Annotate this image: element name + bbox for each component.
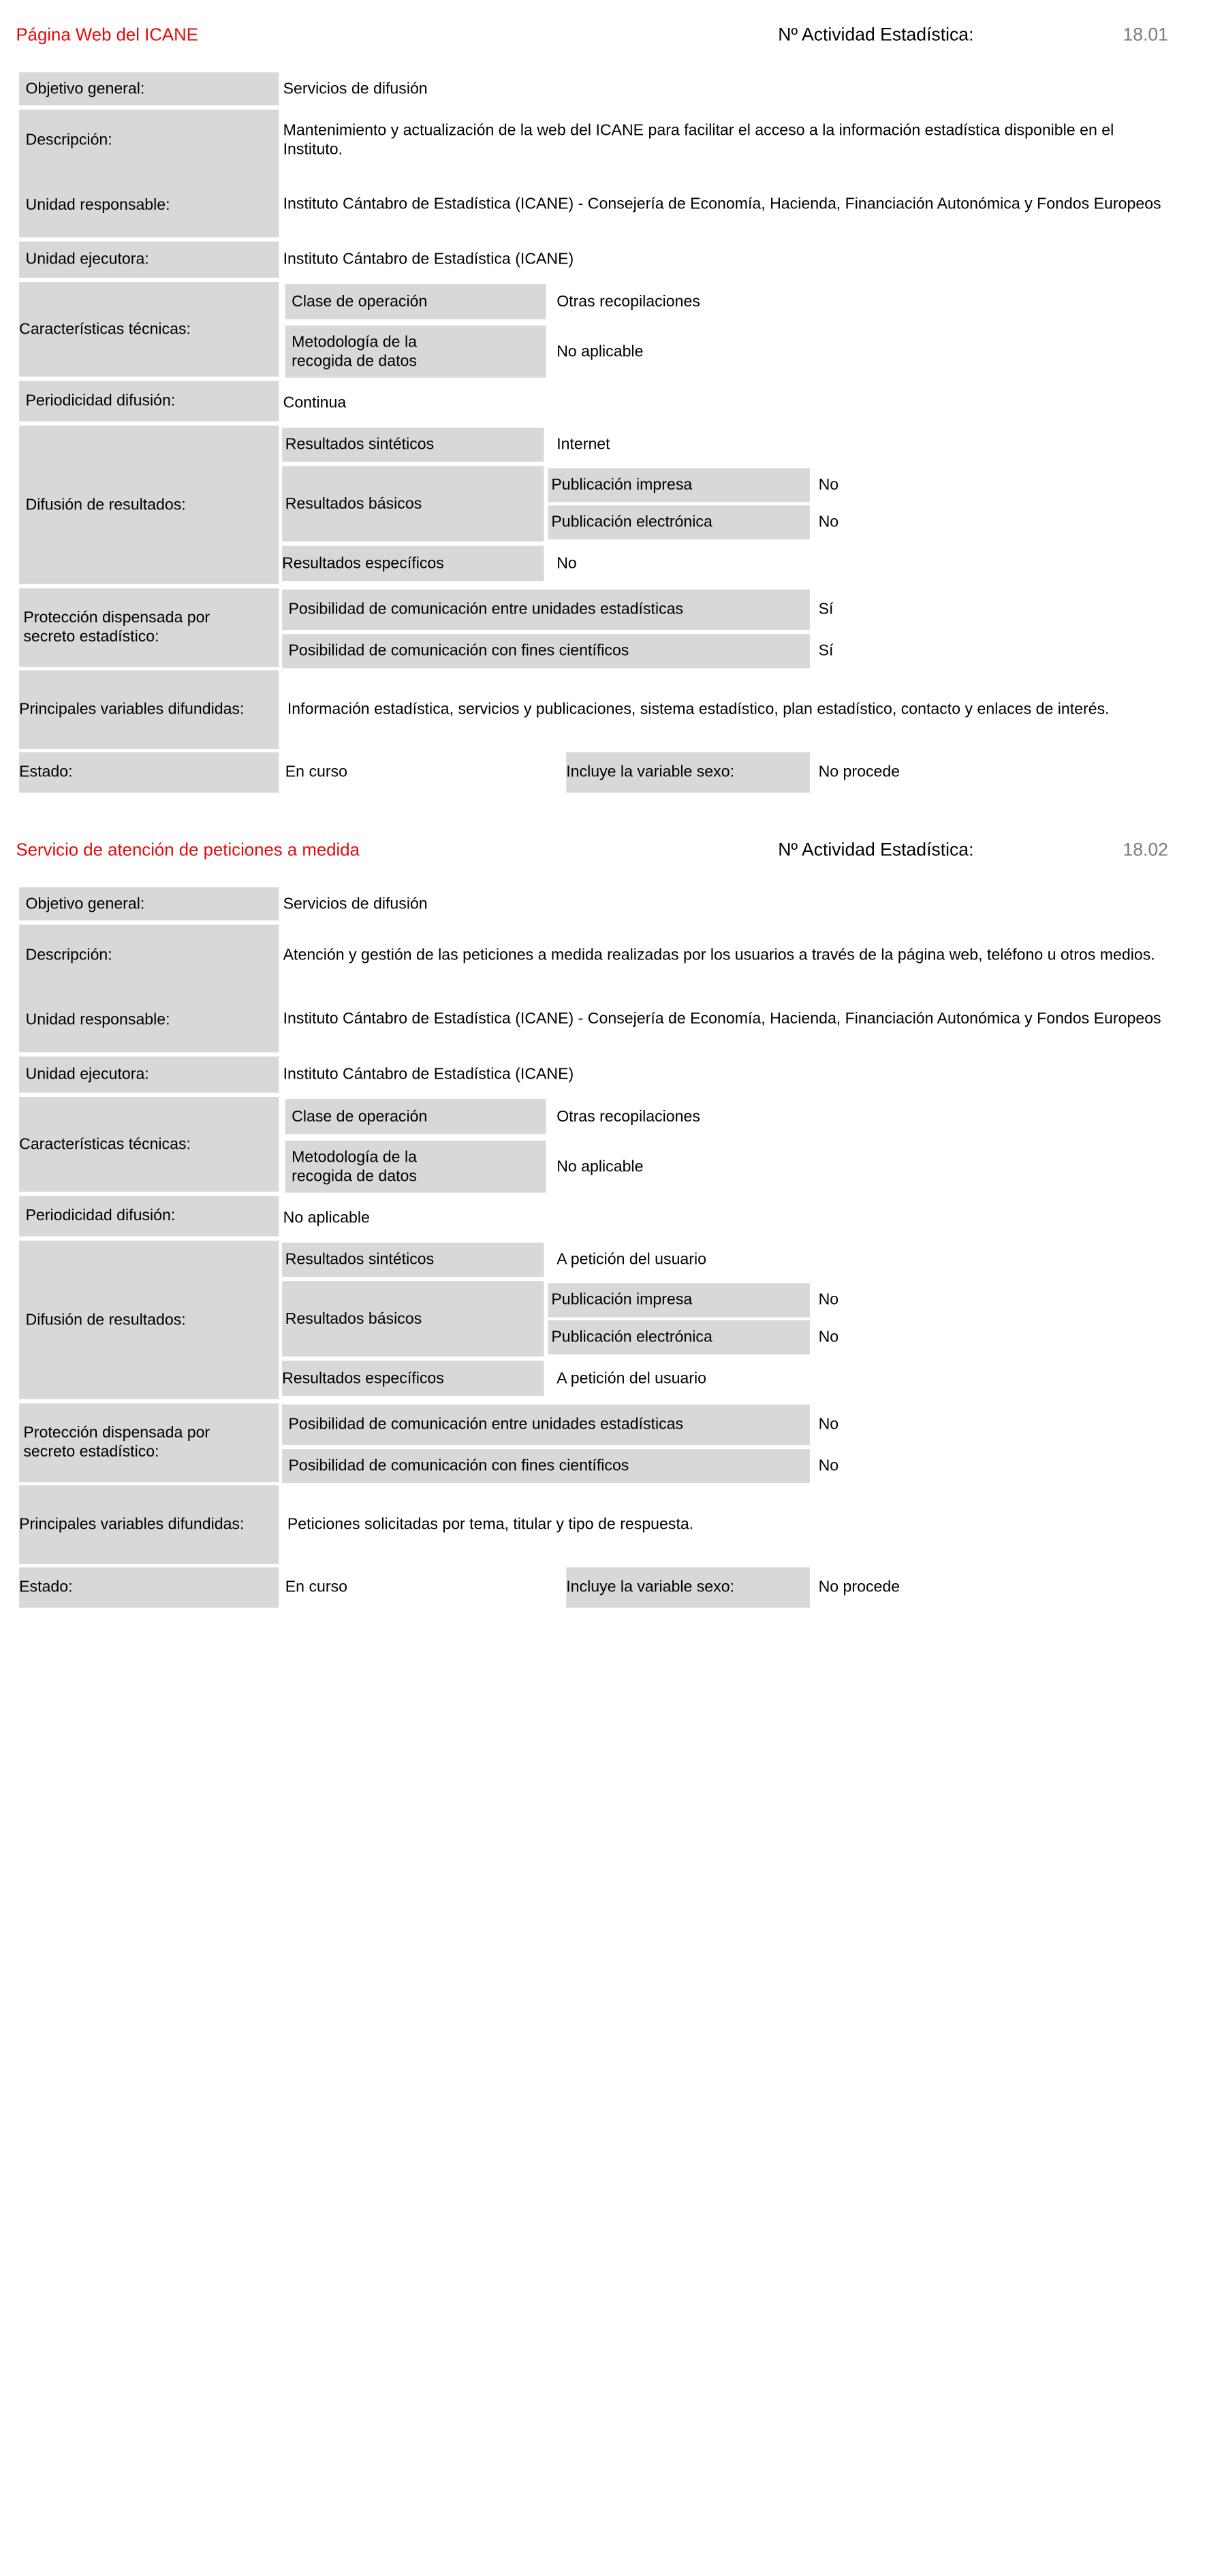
activity-number-label: Nº Actividad Estadística: xyxy=(778,24,974,45)
activity-number: 18.01 xyxy=(1123,24,1168,45)
value-periodicidad: No aplicable xyxy=(283,1209,370,1227)
activity-number-label: Nº Actividad Estadística: xyxy=(778,839,974,860)
label-caracteristicas-tecnicas: Características técnicas: xyxy=(19,1097,279,1192)
label-resultados-basicos: Resultados básicos xyxy=(282,466,544,541)
label-comunicacion-unidades: Posibilidad de comunicación entre unidades estadísticas xyxy=(282,590,810,630)
label-variables: Principales variables difundidas: xyxy=(19,670,279,749)
label-clase-operacion: Clase de operación xyxy=(285,1099,546,1134)
value-clase-operacion: Otras recopilaciones xyxy=(557,293,700,311)
operation-section xyxy=(0,815,1207,1624)
value-resultados-especificos: No xyxy=(557,554,577,572)
label-periodicidad: Periodicidad difusión: xyxy=(19,1196,279,1236)
label-variable-sexo: Incluye la variable sexo: xyxy=(566,752,810,793)
label-objetivo-general: Objetivo general: xyxy=(19,72,279,105)
label-publicacion-electronica: Publicación electrónica xyxy=(548,1320,810,1354)
value-descripcion: Mantenimiento y actualización de la web del ICANE para facilitar el acceso a la información estadística disponible en el Instituto. xyxy=(283,121,1114,159)
label-difusion: Difusión de resultados: xyxy=(19,426,279,584)
operation-title: Página Web del ICANE xyxy=(16,25,198,45)
label-publicacion-electronica: Publicación electrónica xyxy=(548,505,810,539)
label-descripcion: Descripción: xyxy=(25,131,112,148)
label-objetivo-general: Objetivo general: xyxy=(19,887,279,920)
label-resultados-basicos: Resultados básicos xyxy=(282,1281,544,1356)
label-resultados-especificos: Resultados específicos xyxy=(282,546,544,582)
value-estado: En curso xyxy=(285,763,348,781)
label-publicacion-impresa: Publicación impresa xyxy=(548,468,810,503)
label-descripcion: Descripción: xyxy=(25,946,112,964)
value-variables: Peticiones solicitadas por tema, titular y tipo de respuesta. xyxy=(287,1516,694,1533)
value-comunicacion-unidades: No xyxy=(818,1416,839,1433)
value-unidad-responsable: Instituto Cántabro de Estadística (ICANE) - Consejería de Economía, Hacienda, Financiación Autonómica y Fondos Europeos xyxy=(283,195,1161,212)
label-publicacion-impresa: Publicación impresa xyxy=(548,1283,810,1317)
value-resultados-sinteticos: Internet xyxy=(557,436,610,454)
label-caracteristicas-tecnicas: Características técnicas: xyxy=(19,282,279,377)
value-descripcion: Atención y gestión de las peticiones a medida realizadas por los usuarios a través de la página web, teléfono u otros medios. xyxy=(283,946,1155,964)
label-difusion: Difusión de resultados: xyxy=(19,1241,279,1399)
value-comunicacion-unidades: Sí xyxy=(818,601,834,618)
label-metodologia: Metodología de la recogida de datos xyxy=(285,1141,546,1193)
value-unidad-ejecutora: Instituto Cántabro de Estadística (ICANE) xyxy=(283,251,574,268)
value-publicacion-impresa: No xyxy=(818,1291,839,1309)
value-estado: En curso xyxy=(285,1578,348,1596)
value-variable-sexo: No procede xyxy=(818,1578,900,1596)
label-variable-sexo: Incluye la variable sexo: xyxy=(566,1568,810,1608)
value-variable-sexo: No procede xyxy=(818,763,900,781)
label-periodicidad: Periodicidad difusión: xyxy=(19,381,279,421)
operation-section xyxy=(0,0,1207,809)
label-proteccion: Protección dispensada por secreto estadístico: xyxy=(19,1403,279,1482)
label-metodologia: Metodología de la recogida de datos xyxy=(285,325,546,378)
label-unidad-ejecutora: Unidad ejecutora: xyxy=(19,242,279,278)
value-publicacion-electronica: No xyxy=(818,513,839,531)
value-unidad-ejecutora: Instituto Cántabro de Estadística (ICANE) xyxy=(283,1066,574,1083)
value-periodicidad: Continua xyxy=(283,394,347,412)
label-estado: Estado: xyxy=(19,1568,279,1608)
value-resultados-sinteticos: A petición del usuario xyxy=(557,1251,706,1269)
label-resultados-especificos: Resultados específicos xyxy=(282,1361,544,1396)
value-publicacion-electronica: No xyxy=(818,1329,839,1346)
value-variables: Información estadística, servicios y publicaciones, sistema estadístico, plan estadístico, contacto y enlaces de interés. xyxy=(287,701,1110,718)
label-unidad-ejecutora: Unidad ejecutora: xyxy=(19,1057,279,1093)
label-proteccion: Protección dispensada por secreto estadístico: xyxy=(19,588,279,667)
label-variables: Principales variables difundidas: xyxy=(19,1485,279,1564)
label-comunicacion-unidades: Posibilidad de comunicación entre unidades estadísticas xyxy=(282,1405,810,1445)
value-unidad-responsable: Instituto Cántabro de Estadística (ICANE) - Consejería de Economía, Hacienda, Financiación Autonómica y Fondos Europeos xyxy=(283,1010,1161,1028)
value-clase-operacion: Otras recopilaciones xyxy=(557,1108,700,1126)
label-comunicacion-cientificos: Posibilidad de comunicación con fines científicos xyxy=(282,634,810,668)
label-clase-operacion: Clase de operación xyxy=(285,284,546,319)
label-resultados-sinteticos: Resultados sintéticos xyxy=(282,428,544,462)
value-metodologia: No aplicable xyxy=(557,343,644,360)
value-objetivo-general: Servicios de difusión xyxy=(283,895,428,912)
value-publicacion-impresa: No xyxy=(818,477,839,494)
label-comunicacion-cientificos: Posibilidad de comunicación con fines científicos xyxy=(282,1449,810,1483)
activity-number: 18.02 xyxy=(1123,839,1168,860)
operation-title: Servicio de atención de peticiones a medida xyxy=(16,840,360,860)
value-objetivo-general: Servicios de difusión xyxy=(283,80,428,97)
label-unidad-responsable: Unidad responsable: xyxy=(25,1011,170,1029)
value-metodologia: No aplicable xyxy=(557,1158,644,1175)
label-unidad-responsable: Unidad responsable: xyxy=(25,196,170,214)
label-estado: Estado: xyxy=(19,752,279,793)
value-comunicacion-cientificos: No xyxy=(818,1457,839,1475)
label-resultados-sinteticos: Resultados sintéticos xyxy=(282,1243,544,1277)
value-resultados-especificos: A petición del usuario xyxy=(557,1369,706,1387)
value-comunicacion-cientificos: Sí xyxy=(818,642,834,660)
